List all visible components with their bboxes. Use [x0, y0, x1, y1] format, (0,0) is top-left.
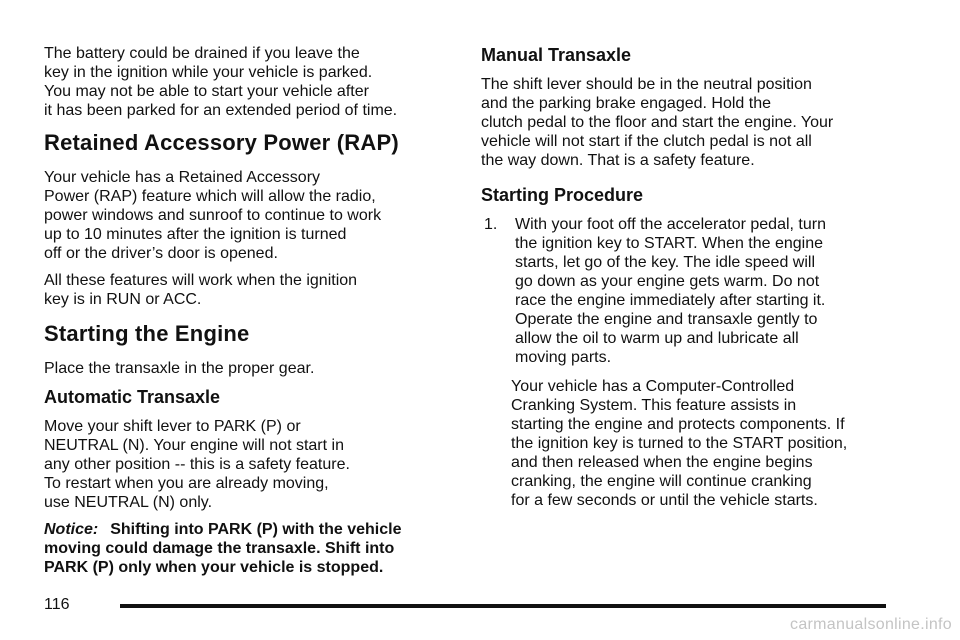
text-line: Power (RAP) feature which will allow the radio, [44, 188, 376, 205]
battery-warning-paragraph [44, 44, 454, 120]
text-line: off or the driver’s door is opened. [44, 245, 278, 262]
text-line: Your vehicle has a Computer-Controlled [511, 378, 795, 395]
text-line: vehicle will not start if the clutch pedal is not all [481, 133, 812, 150]
text-line: the way down. That is a safety feature. [481, 152, 755, 169]
text-line: it has been parked for an extended period of time. [44, 102, 398, 119]
page-number: 116 [44, 596, 70, 613]
starting-engine-paragraph [44, 359, 454, 378]
text-line: and the parking brake engaged. Hold the [481, 95, 771, 112]
text-line: for a few seconds or until the vehicle starts. [511, 492, 818, 509]
text-line: use NEUTRAL (N) only. [44, 494, 213, 511]
text-line: the ignition key to START. When the engine [515, 235, 824, 252]
rap-paragraph-1 [44, 168, 454, 263]
text-line: The shift lever should be in the neutral position [481, 76, 812, 93]
text-line: To restart when you are already moving, [44, 475, 329, 492]
text-line: the ignition key is turned to the START position, [511, 435, 848, 452]
text-line: All these features will work when the ignition [44, 272, 358, 289]
text-line: With your foot off the accelerator pedal, turn [515, 216, 826, 233]
starting-procedure-heading: Starting Procedure [481, 185, 644, 205]
text-line: up to 10 minutes after the ignition is turned [44, 226, 347, 243]
text-line: moving parts. [515, 349, 612, 366]
rap-paragraph-2 [44, 271, 454, 309]
cranking-system-paragraph [481, 377, 901, 510]
notice-block [44, 520, 454, 577]
text-line: cranking, the engine will continue cranking [511, 473, 812, 490]
text-line: race the engine immediately after starting it. [515, 292, 826, 309]
left-column [44, 44, 454, 585]
notice-text-line: moving could damage the transaxle. Shift into [44, 540, 395, 557]
text-line: clutch pedal to the floor and start the engine. Your [481, 114, 834, 131]
watermark-text: carmanualsonline.info [790, 616, 952, 633]
rap-heading: Retained Accessory Power (RAP) [44, 130, 399, 155]
text-line: Your vehicle has a Retained Accessory [44, 169, 321, 186]
text-line: go down as your engine gets warm. Do not [515, 273, 820, 290]
text-line: NEUTRAL (N). Your engine will not start in [44, 437, 344, 454]
text-line: key is in RUN or ACC. [44, 291, 202, 308]
manual-transaxle-paragraph [481, 75, 901, 170]
notice-label: Notice: [44, 521, 99, 538]
text-line: and then released when the engine begins [511, 454, 813, 471]
text-line: The battery could be drained if you leave the [44, 45, 360, 62]
notice-text-line: PARK (P) only when your vehicle is stopped. [44, 559, 384, 576]
automatic-transaxle-heading: Automatic Transaxle [44, 387, 221, 407]
text-line: allow the oil to warm up and lubricate all [515, 330, 799, 347]
text-line: Operate the engine and transaxle gently to [515, 311, 818, 328]
text-line: Place the transaxle in the proper gear. [44, 360, 315, 377]
manual-transaxle-heading: Manual Transaxle [481, 45, 632, 65]
text-line: power windows and sunroof to continue to work [44, 207, 382, 224]
text-line: Move your shift lever to PARK (P) or [44, 418, 301, 435]
automatic-transaxle-paragraph [44, 417, 454, 512]
step-number: 1. [484, 216, 498, 233]
text-line: You may not be able to start your vehicle after [44, 83, 369, 100]
notice-first-line [44, 520, 454, 539]
notice-text: Shifting into PARK (P) with the vehicle [110, 521, 402, 538]
procedure-step-1 [481, 215, 901, 367]
right-column [481, 44, 901, 518]
text-line: any other position -- this is a safety feature. [44, 456, 350, 473]
starting-engine-heading: Starting the Engine [44, 321, 250, 346]
footer-divider [120, 604, 886, 608]
text-line: key in the ignition while your vehicle is parked. [44, 64, 373, 81]
text-line: starting the engine and protects components. If [511, 416, 845, 433]
text-line: Cranking System. This feature assists in [511, 397, 797, 414]
text-line: starts, let go of the key. The idle speed will [515, 254, 816, 271]
